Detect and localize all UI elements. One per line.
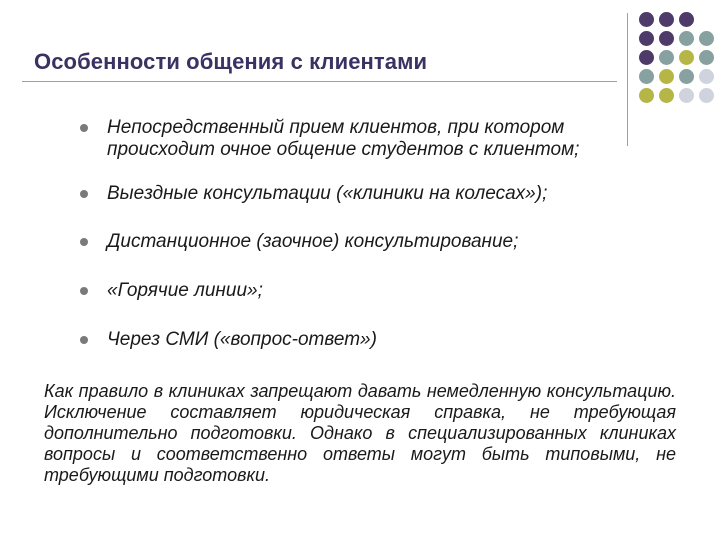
decor-dot	[639, 50, 654, 65]
slide-title: Особенности общения с клиентами	[34, 49, 428, 74]
bullet-text: Непосредственный прием клиентов, при котором происходит очное общение студентов с клиентом;	[107, 117, 580, 160]
decor-dot	[679, 12, 694, 27]
decor-dot	[659, 12, 674, 27]
decor-dot	[659, 31, 674, 46]
decor-dot	[659, 50, 674, 65]
bullet-marker	[80, 190, 88, 198]
bullet-marker	[80, 238, 88, 246]
decor-dot	[679, 69, 694, 84]
decor-dot	[639, 88, 654, 103]
decor-dot	[679, 50, 694, 65]
decor-dot	[639, 31, 654, 46]
decor-dot	[679, 88, 694, 103]
decor-dot	[659, 69, 674, 84]
decor-dot	[659, 88, 674, 103]
decor-dot	[639, 69, 654, 84]
decor-dot	[639, 12, 654, 27]
bullet-text: Выездные консультации («клиники на колесах»);	[107, 183, 548, 204]
bullet-text: «Горячие линии»;	[107, 280, 263, 301]
bullet-marker	[80, 336, 88, 344]
bullet-marker	[80, 124, 88, 132]
summary-paragraph: Как правило в клиниках запрещают давать немедленную консультацию. Исключение составляет юридическая справка, не требующая дополнительно подготовки. Однако в специализированных клиниках вопросы и соответственно ответы могут быть типовыми, не требующими подготовки.	[44, 381, 676, 485]
decor-dot	[679, 31, 694, 46]
decor-dot	[699, 69, 714, 84]
decor-dot	[699, 31, 714, 46]
decor-dot	[699, 88, 714, 103]
bullet-text: Через СМИ («вопрос-ответ»)	[107, 329, 377, 350]
bullet-text: Дистанционное (заочное) консультирование;	[107, 231, 519, 252]
title-underline	[22, 81, 617, 82]
decor-dot	[699, 50, 714, 65]
bullet-marker	[80, 287, 88, 295]
decor-dot-grid	[637, 12, 717, 118]
